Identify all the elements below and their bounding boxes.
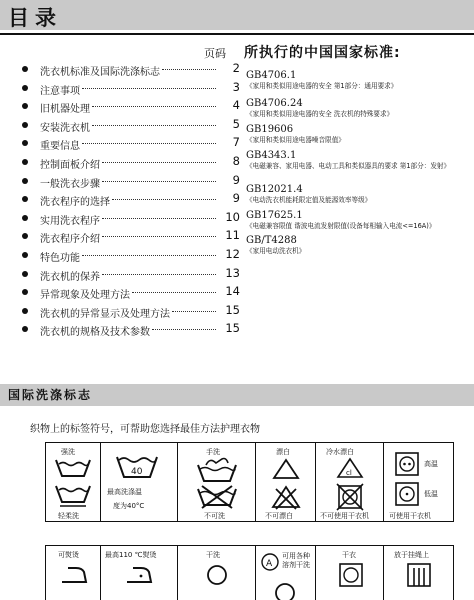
- standard-code: GB17625.1: [246, 210, 303, 221]
- standard-item: [246, 150, 472, 171]
- bullet-icon: [22, 178, 28, 184]
- standard-description: 《家用和类似用途电器的安全 第1部分：通用要求》: [246, 82, 398, 90]
- standard-description: 《电磁兼容、家用电器、电动工具和类似器具的要求 第1部分：发射》: [246, 162, 451, 170]
- bullet-icon: [22, 215, 28, 221]
- toc-leader-dots: [82, 88, 216, 89]
- max-temp-label: 最高洗涤温: [107, 488, 142, 496]
- toc-item-page: 3: [232, 79, 240, 94]
- standard-description: 《家用电动洗衣机》: [246, 247, 306, 255]
- toc-item: [0, 265, 240, 283]
- toc-leader-dots: [172, 311, 216, 312]
- care-cell-iron: [46, 546, 101, 600]
- no-bleach-icon: [270, 484, 302, 510]
- tumble-dry-icon: [338, 562, 364, 588]
- no-dryer-icon: [336, 483, 364, 511]
- standard-code: GB19606: [246, 124, 294, 135]
- care-cell-dryer: [384, 443, 455, 521]
- solvent-mark: A: [266, 559, 273, 569]
- toc-item: [0, 172, 240, 190]
- washtub-40-icon: [115, 451, 159, 481]
- standard-item: [246, 235, 472, 256]
- toc-item-page: 13: [225, 265, 240, 280]
- toc-item-label: 洗衣机的保养: [40, 271, 100, 283]
- toc-item: [0, 283, 240, 301]
- standard-code: GB12021.4: [246, 184, 303, 195]
- standard-item: [246, 98, 472, 119]
- toc-item-page: 2: [232, 61, 240, 75]
- toc-item-page: 4: [232, 98, 240, 113]
- care-cell-hand-wash: [178, 443, 256, 521]
- toc-item: [0, 302, 240, 320]
- bullet-icon: [22, 196, 28, 202]
- toc-item-page: 9: [232, 191, 240, 206]
- toc-item-label: 洗衣机的异常显示及处理方法: [40, 308, 170, 320]
- toc-item-page: 8: [232, 154, 240, 168]
- toc-item-page: 7: [232, 135, 240, 150]
- toc-leader-dots: [102, 181, 216, 182]
- toc-leader-dots: [162, 69, 216, 70]
- section-title: 国际洗涤标志: [8, 388, 93, 402]
- no-bleach-label: 不可漂白: [265, 512, 293, 520]
- strong-wash-label: 强洗: [61, 448, 75, 456]
- standard-code: GB4706.24: [246, 98, 303, 109]
- bullet-icon: [22, 159, 28, 165]
- low-temp-label: 低温: [424, 490, 438, 498]
- care-symbols-row-2: [45, 545, 454, 600]
- toc-item-label: 安装洗衣机: [40, 122, 90, 134]
- bullet-icon: [22, 252, 28, 258]
- care-cell-cold-bleach: [316, 443, 384, 521]
- washtub-temp-number: 40: [131, 467, 143, 477]
- standard-item: [246, 70, 472, 91]
- standard-description: 《家用和类似用途电器噪音限值》: [246, 136, 345, 144]
- bullet-icon: [22, 289, 28, 295]
- care-cell-bleach: [256, 443, 316, 521]
- toc-item-label: 洗衣程序介绍: [40, 234, 100, 246]
- solvent-label: 可用各种溶剂干洗: [282, 552, 310, 569]
- header-divider: [0, 33, 474, 35]
- bleach-label: 漂白: [276, 448, 290, 456]
- strong-wash-icon: [54, 457, 92, 479]
- toc-item-label: 特色功能: [40, 253, 80, 264]
- solvent-dry-clean-icon: [260, 552, 280, 572]
- bullet-icon: [22, 271, 28, 277]
- header-bar: [0, 0, 474, 30]
- toc-item-page: 12: [225, 247, 240, 261]
- toc-item: [0, 246, 240, 264]
- iron-ok-label: 可熨烫: [58, 551, 79, 559]
- toc-leader-dots: [152, 329, 216, 330]
- toc-leader-dots: [102, 218, 216, 219]
- standard-item: [246, 184, 472, 205]
- toc-item-page: 9: [232, 172, 240, 187]
- toc-item-page: 15: [225, 302, 240, 317]
- care-cell-dry-clean: [178, 546, 256, 600]
- toc-leader-dots: [132, 292, 216, 293]
- care-cell-hang-dry: [384, 546, 455, 600]
- toc-item: [0, 153, 240, 171]
- toc-item-page: 10: [225, 209, 240, 224]
- no-dryer-label: 不可使用干衣机: [320, 512, 369, 520]
- temp-value-label: 度为40°C: [113, 502, 145, 510]
- standard-description: 《家用和类似用途电器的安全 洗衣机的特殊要求》: [246, 110, 394, 118]
- no-wash-icon: [196, 485, 238, 509]
- toc-item-label: 注意事项: [40, 85, 80, 97]
- bullet-icon: [22, 122, 28, 128]
- dry-clean-icon: [206, 564, 228, 586]
- toc-item-label: 重要信息: [40, 141, 80, 153]
- toc-item: [0, 97, 240, 115]
- toc-leader-dots: [92, 125, 216, 126]
- hang-dry-label: 放于挂绳上: [394, 551, 429, 559]
- toc-item: [0, 60, 240, 78]
- care-cell-iron-max: [101, 546, 178, 600]
- toc-leader-dots: [102, 236, 216, 237]
- no-wash-label: 不可洗: [204, 512, 225, 520]
- toc-item: [0, 190, 240, 208]
- bullet-icon: [22, 308, 28, 314]
- standard-code: GB4343.1: [246, 150, 297, 161]
- toc-item: [0, 227, 240, 245]
- toc-leader-dots: [92, 106, 216, 107]
- standard-description: 《电动洗衣机能耗限定值及能源效率等级》: [246, 196, 372, 204]
- hang-dry-icon: [406, 562, 432, 588]
- toc-item-label: 实用洗衣程序: [40, 215, 100, 227]
- bullet-icon: [22, 103, 28, 109]
- toc-item: [0, 209, 240, 227]
- toc-item-label: 洗衣机标准及国际洗涤标志: [40, 67, 160, 78]
- toc-leader-dots: [102, 274, 216, 275]
- tumble-dry-label: 干衣: [342, 551, 356, 559]
- iron-max-label: 最高110 ℃熨烫: [105, 551, 157, 559]
- standard-code: GB4706.1: [246, 70, 297, 81]
- standard-description: 《电磁兼容限值 谐波电流发射限值(设备每相输入电流<=16A)》: [246, 222, 436, 230]
- care-symbols-row-1: [45, 442, 454, 522]
- hand-wash-icon: [196, 457, 238, 483]
- gentle-wash-icon: [54, 483, 92, 509]
- bullet-icon: [22, 233, 28, 239]
- iron-max-temp-icon: [123, 564, 155, 586]
- dryer-high-temp-icon: [394, 451, 420, 477]
- bullet-icon: [22, 66, 28, 72]
- iron-icon: [58, 564, 90, 586]
- toc-item-label: 洗衣机的规格及技术参数: [40, 327, 150, 339]
- cold-bleach-label: 冷水漂白: [326, 448, 354, 456]
- care-cell-temperature: [101, 443, 178, 521]
- care-cell-solvent: [256, 546, 316, 600]
- page-column-label: 页码: [204, 47, 226, 60]
- dry-clean-label: 干洗: [206, 551, 220, 559]
- page-title: 目录: [8, 6, 62, 30]
- bullet-icon: [22, 85, 28, 91]
- dryer-low-temp-icon: [394, 481, 420, 507]
- bullet-icon: [22, 326, 28, 332]
- cold-bleach-icon: [336, 457, 364, 479]
- bullet-icon: [22, 140, 28, 146]
- toc-item: [0, 116, 240, 134]
- toc-item-label: 一般洗衣步骤: [40, 178, 100, 190]
- toc-leader-dots: [82, 143, 216, 144]
- toc-item-label: 异常现象及处理方法: [40, 290, 130, 302]
- toc-leader-dots: [82, 255, 216, 256]
- standard-item: [246, 210, 472, 231]
- standard-item: [246, 124, 472, 145]
- toc-item-label: 洗衣程序的选择: [40, 197, 110, 209]
- care-cell-wash: [46, 443, 101, 521]
- toc-item: [0, 134, 240, 152]
- hand-wash-label: 手洗: [206, 448, 220, 456]
- toc-item-page: 15: [225, 321, 240, 336]
- toc-item: [0, 320, 240, 338]
- high-temp-label: 高温: [424, 460, 438, 468]
- toc-item-label: 旧机器处理: [40, 104, 90, 116]
- toc-item-page: 11: [225, 228, 240, 243]
- standard-code: GB/T4288: [246, 235, 297, 246]
- care-intro: 织物上的标签符号，可帮助您选择最佳方法护理衣物: [30, 424, 260, 435]
- toc-item-label: 控制面板介绍: [40, 160, 100, 171]
- toc-item: [0, 79, 240, 97]
- toc-item-page: 14: [225, 284, 240, 299]
- dry-clean-circle-icon: [274, 582, 296, 600]
- gentle-wash-label: 轻柔洗: [58, 512, 79, 520]
- dryer-ok-label: 可使用干衣机: [389, 512, 431, 520]
- standards-title: 所执行的中国国家标准:: [244, 45, 401, 61]
- care-cell-tumble-dry: [316, 546, 384, 600]
- toc-item-page: 5: [232, 116, 240, 131]
- cold-bleach-mark: cl: [346, 469, 352, 477]
- bleach-triangle-icon: [272, 458, 300, 480]
- toc-leader-dots: [112, 199, 216, 200]
- toc-leader-dots: [102, 162, 216, 163]
